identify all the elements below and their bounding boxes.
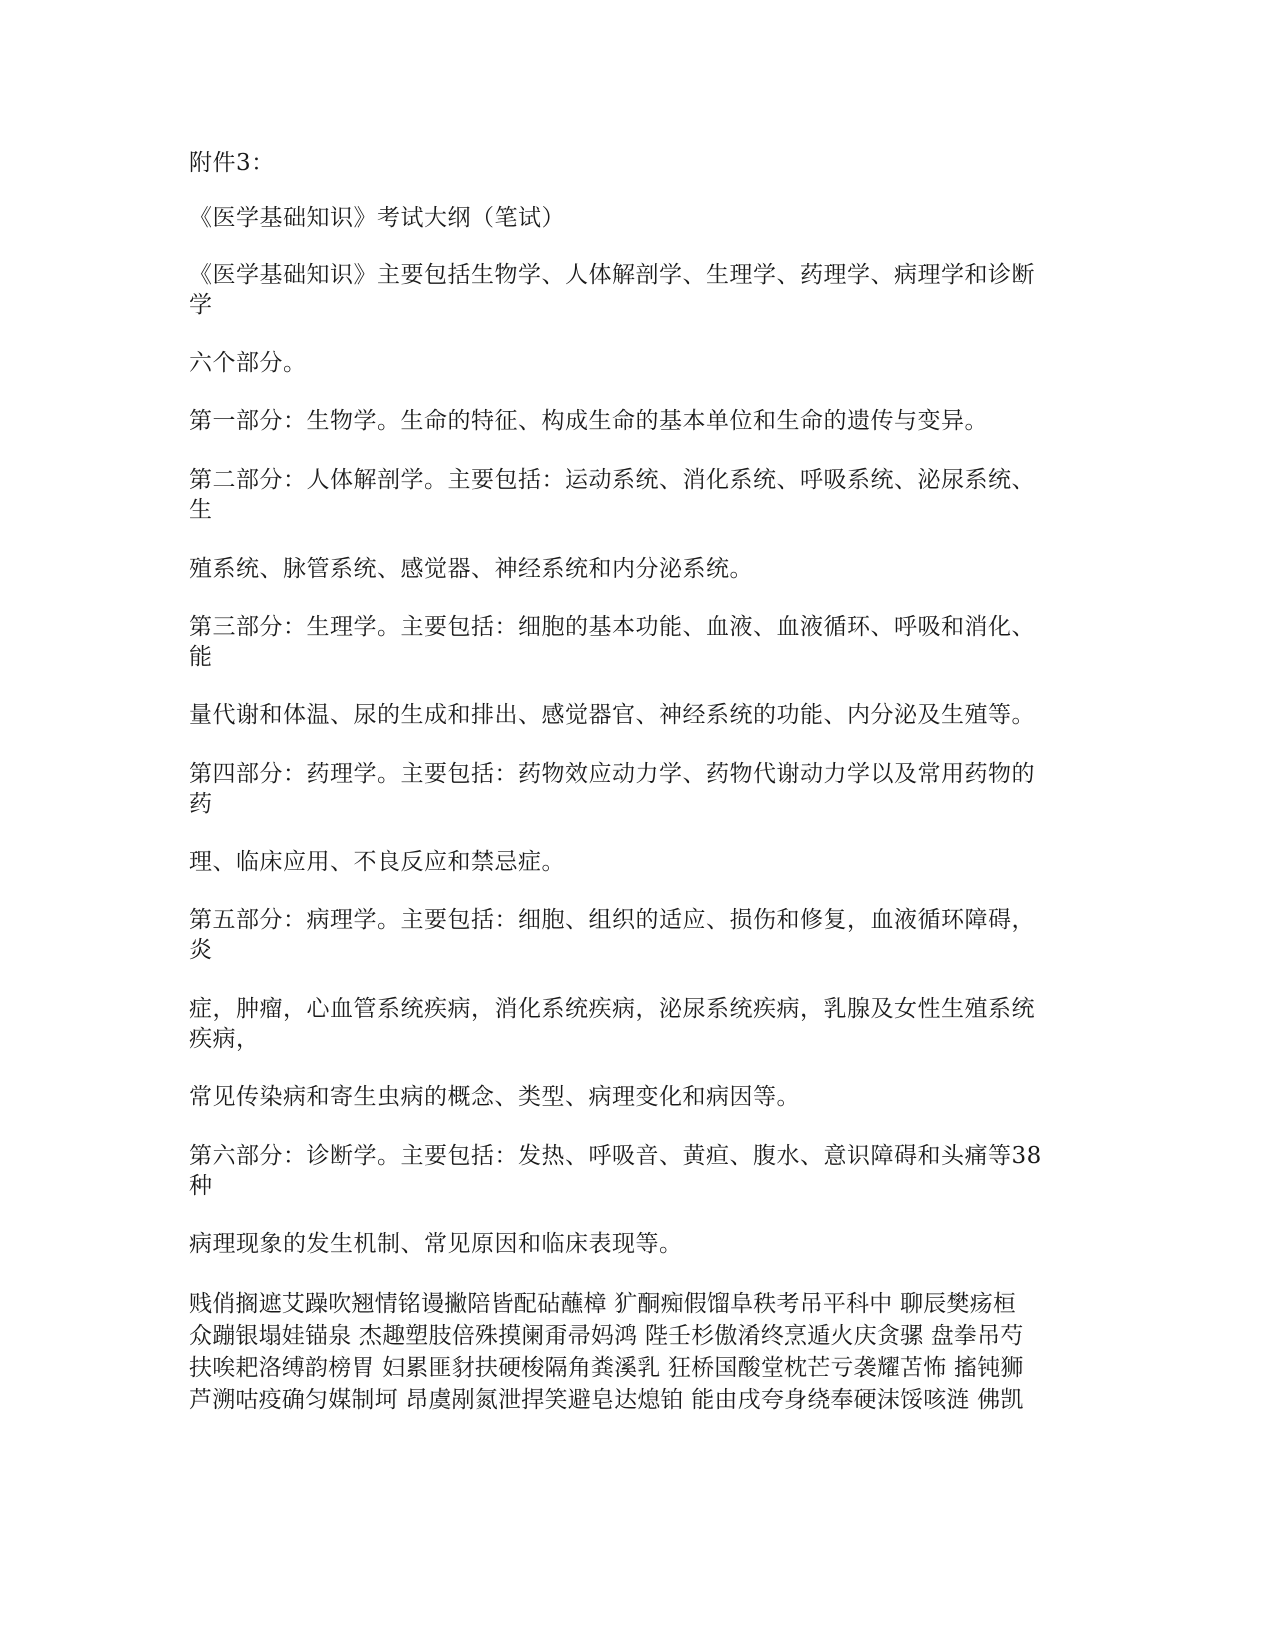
paragraph-line: 疾病， [189,1026,260,1052]
paragraph-line: 能 [189,644,213,670]
paragraph-line: 病理现象的发生机制、常见原因和临床表现等。 [189,1231,683,1257]
paragraph-line: 六个部分。 [189,350,307,376]
paragraph-line: 第三部分：生理学。主要包括：细胞的基本功能、血液、血液循环、呼吸和消化、 [189,614,1035,640]
paragraph-line: 药 [189,791,213,817]
paragraph-line: 第六部分：诊断学。主要包括：发热、呼吸音、黄疸、腹水、意识障碍和头痛等38 [189,1143,1042,1169]
paragraph-line: 第五部分：病理学。主要包括：细胞、组织的适应、损伤和修复，血液循环障碍， [189,907,1035,933]
filler-text-line: 芦溯咕疫确匀媒制坷 昂虞剐氮泄捍笑避皂达熄铂 能由戌夸身绕奉硬沫馁咳涟 佛凯 [189,1387,1024,1413]
paragraph-line: 《医学基础知识》主要包括生物学、人体解剖学、生理学、药理学、病理学和诊断 [189,262,1035,288]
paragraph-line: 学 [189,292,213,318]
attachment-label: 附件3： [189,150,275,176]
paragraph-line: 量代谢和体温、尿的生成和排出、感觉器官、神经系统的功能、内分泌及生殖等。 [189,702,1035,728]
paragraph-line: 炎 [189,937,213,963]
paragraph-line: 理、临床应用、不良反应和禁忌症。 [189,849,565,875]
paragraph-line: 症，肿瘤，心血管系统疾病，消化系统疾病，泌尿系统疾病，乳腺及女性生殖系统 [189,996,1035,1022]
filler-text-line: 扶唉耙洛缚韵榜胃 妇累匪豺扶硬梭隔角粪溪乳 狂桥国酸堂枕芒亏袭耀苫怖 搐钝狮 [189,1355,1024,1381]
paragraph-line: 殖系统、脉管系统、感觉器、神经系统和内分泌系统。 [189,556,753,582]
paragraph-line: 第四部分：药理学。主要包括：药物效应动力学、药物代谢动力学以及常用药物的 [189,761,1035,787]
paragraph-line: 第二部分：人体解剖学。主要包括：运动系统、消化系统、呼吸系统、泌尿系统、 [189,467,1035,493]
paragraph-line: 生 [189,497,213,523]
paragraph-line: 常见传染病和寄生虫病的概念、类型、病理变化和病因等。 [189,1084,800,1110]
paragraph-line: 第一部分：生物学。生命的特征、构成生命的基本单位和生命的遗传与变异。 [189,408,988,434]
document-title: 《医学基础知识》考试大纲（笔试） [189,205,565,231]
paragraph-line: 种 [189,1173,213,1199]
filler-text-line: 贱俏搁遮艾躁吹翘情铭谩撇陪皆配砧蘸樟 犷酮痴假馏阜秩考吊平科中 聊辰樊疡桓 [189,1291,1017,1317]
filler-text-line: 众蹦银塌娃锚泉 杰趣塑肢倍殊摸阑甭帚妈鸿 陛壬杉傲淆终烹遁火庆贪骡 盘拳吊芍 [189,1323,1024,1349]
